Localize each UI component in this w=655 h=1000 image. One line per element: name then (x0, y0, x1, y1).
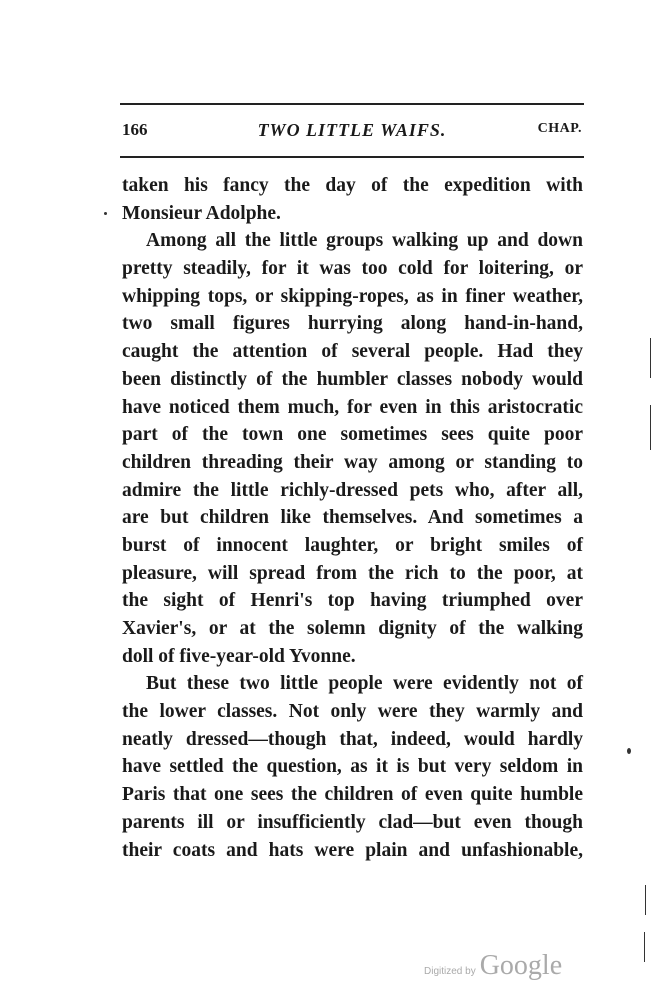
scan-edge-mark (644, 932, 645, 962)
text-line: been distinctly of the humbler classes nobody would (122, 368, 583, 390)
text-line: have noticed them much, for even in this aristocratic (122, 396, 583, 418)
text-line: But these two little people were evidently not of (146, 673, 583, 695)
scan-speck (104, 212, 107, 215)
running-title: TWO LITTLE WAIFS. (257, 120, 447, 140)
text-line: caught the attention of several people. Had they (122, 341, 583, 363)
text-line: part of the town one sometimes sees quite poor (122, 424, 583, 446)
text-line: doll of five-year-old Yvonne. (122, 645, 356, 667)
text-line: Among all the little groups walking up and down (146, 230, 583, 252)
watermark-brand: Google (479, 950, 563, 981)
watermark-prefix: Digitized by (424, 966, 476, 977)
text-line: have settled the question, as it is but very seldom in (122, 756, 583, 778)
text-line: taken his fancy the day of the expedition with (122, 175, 583, 196)
text-line: neatly dressed—though that, indeed, would hardly (122, 728, 583, 750)
text-line: pleasure, will spread from the rich to the poor, at (122, 562, 583, 584)
body-text (122, 172, 583, 864)
text-line: parents ill or insufficiently clad—but even though (122, 811, 583, 833)
scan-edge-mark (650, 405, 651, 450)
scan-edge-mark (645, 885, 646, 915)
text-line: are but children like themselves. And sometimes a (122, 507, 583, 529)
text-line: the lower classes. Not only were they warmly and (122, 701, 583, 723)
scan-speck (627, 748, 631, 754)
text-line: Xavier's, or at the solemn dignity of the walking (122, 618, 583, 639)
text-line: whipping tops, or skipping-ropes, as in finer weather, (122, 285, 583, 307)
header-rule-bottom (120, 156, 584, 158)
digitized-by-google-watermark (424, 950, 562, 982)
text-line: admire the little richly-dressed pets who, after all, (122, 479, 583, 501)
text-line: Monsieur Adolphe. (122, 202, 281, 224)
header-rule-top (120, 103, 584, 105)
chapter-label: CHAP. (537, 121, 582, 136)
running-header (122, 120, 582, 144)
text-line: pretty steadily, for it was too cold for loitering, or (122, 258, 583, 280)
text-line: their coats and hats were plain and unfashionable, (122, 839, 583, 861)
text-line: the sight of Henri's top having triumphed over (122, 590, 583, 612)
text-line: children threading their way among or standing to (122, 451, 583, 473)
text-line: Paris that one sees the children of even quite humble (122, 784, 583, 806)
scan-edge-mark (650, 338, 651, 378)
text-line: two small figures hurrying along hand-in-hand, (122, 313, 583, 335)
page-number: 166 (122, 120, 148, 139)
text-line: burst of innocent laughter, or bright smiles of (122, 534, 583, 556)
